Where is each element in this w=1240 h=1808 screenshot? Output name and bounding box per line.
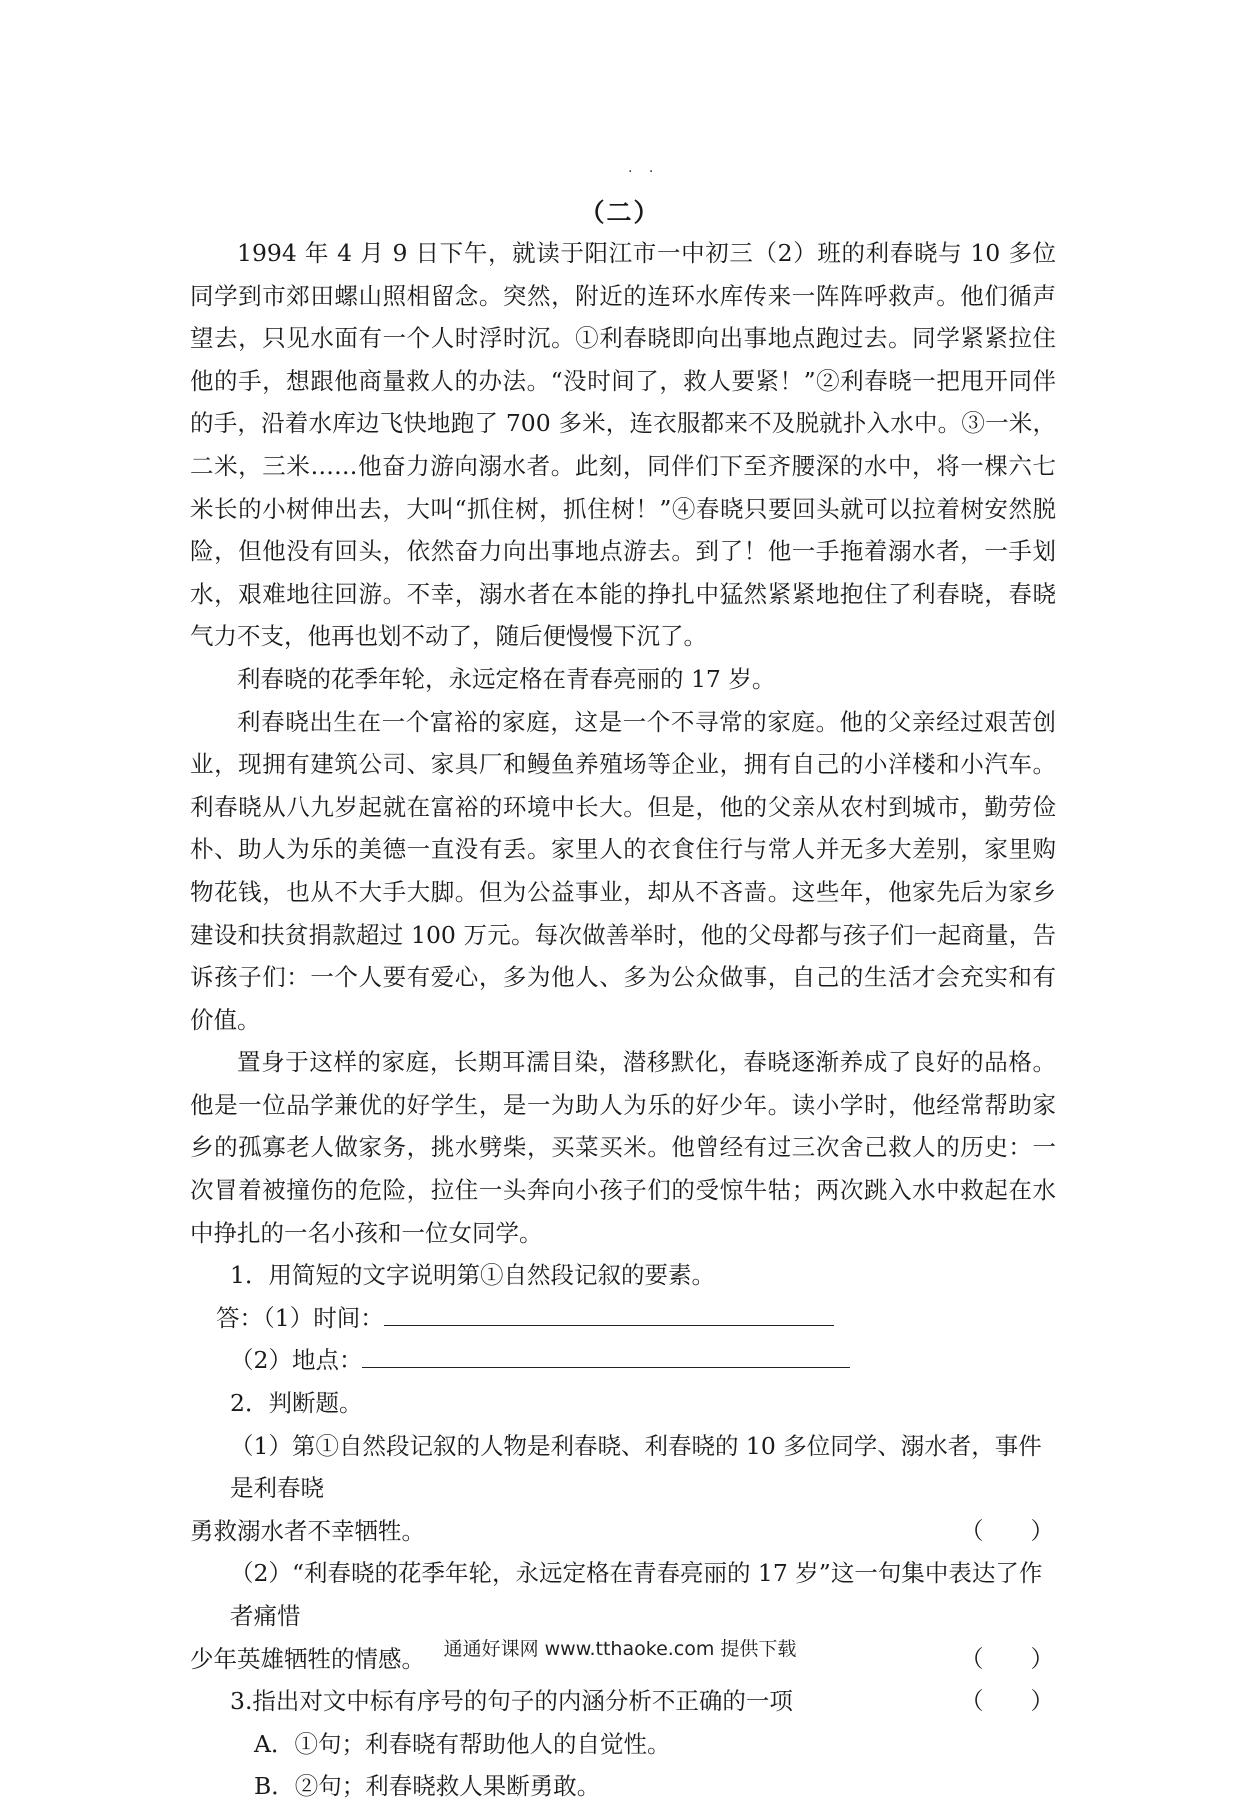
- question-2-1-line-2: 勇救溺水者不幸牺牲。: [190, 1516, 425, 1545]
- passage-paragraph-4: 置身于这样的家庭，长期耳濡目染，潜移默化，春晓逐渐养成了良好的品格。他是一位品学兼优的好学生，是一为助人为乐的好少年。读小学时，他经常帮助家乡的孤寡老人做家务，挑水劈柴，买菜买米。他曾经有过三次舍己救人的历史：一次冒着被撞伤的危险，拉住一头奔向小孩子们的受惊牛牯；两次跳入水中救起在水中挣扎的一名小孩和一位女同学。: [190, 1048, 1056, 1247]
- option-a: A．①句；利春晓有帮助他人的自觉性。: [254, 1729, 671, 1758]
- passage-paragraph-3: 利春晓出生在一个富裕的家庭，这是一个不寻常的家庭。他的父亲经过艰苦创业，现拥有建筑公司、家具厂和鳗鱼养殖场等企业，拥有自己的小洋楼和小汽车。利春晓从八九岁起就在富裕的环境中长大。但是，他的父亲从农村到城市，勤劳俭朴、助人为乐的美德一直没有丢。家里人的衣食住行与常人并无多大差别，家里购物花钱，也从不大手大脚。但为公益事业，却从不吝啬。这些年，他家先后为家乡建设和扶贫捐款超过 100 万元。每次做善举时，他的父母都与孩子们一起商量，告诉孩子们：一个人要有爱心，多为他人、多为公众做事，自己的生活才会充实和有价值。: [190, 707, 1056, 1034]
- question-2: 2．判断题。: [230, 1389, 363, 1418]
- answer-line-time[interactable]: [384, 1321, 834, 1326]
- footer-download-note: 通通好课网 www.tthaoke.com 提供下载: [443, 1638, 797, 1660]
- section-title: （二）: [579, 198, 661, 227]
- question-2-2-line-2: 少年英雄牺牲的情感。: [190, 1644, 425, 1673]
- document-body: [190, 232, 1056, 1808]
- question-2-1-line-1: （1）第①自然段记叙的人物是利春晓、利春晓的 10 多位同学、溺水者，事件是利春晓: [230, 1431, 1042, 1503]
- passage-paragraph-2: 利春晓的花季年轮，永远定格在青春亮丽的 17 岁。: [237, 664, 776, 693]
- question-1-time-label: 答：（1）时间：: [216, 1303, 384, 1332]
- question-3-row: [190, 1680, 1056, 1723]
- question-1: 1．用简短的文字说明第①自然段记叙的要素。: [230, 1261, 715, 1290]
- question-1-place-row: [190, 1339, 1056, 1382]
- question-3: 3.指出对文中标有序号的句子的内涵分析不正确的一项: [230, 1687, 793, 1716]
- answer-bracket-2-2[interactable]: （ ）: [960, 1644, 1054, 1673]
- question-1-place-label: （2）地点：: [230, 1346, 363, 1375]
- answer-line-place[interactable]: [362, 1363, 850, 1368]
- passage-paragraph-1: 1994 年 4 月 9 日下午，就读于阳江市一中初三（2）班的利春晓与 10 多位同学到市郊田螺山照相留念。突然，附近的连环水库传来一阵阵呼救声。他们循声望去，只见水面有一个人时浮时沉。①利春晓即向出事地点跑过去。同学紧紧拉住他的手，想跟他商量救人的办法。“没时间了，救人要紧！”②利春晓一把甩开同伴的手，沿着水库边飞快地跑了 700 多米，连衣服都来不及脱就扑入水中。③一米，二米，三米……他奋力游向溺水者。此刻，同伴们下至齐腰深的水中，将一棵六七米长的小树伸出去，大叫“抓住树，抓住树！”④春晓只要回头就可以拉着树安然脱险，但他没有回头，依然奋力向出事地点游去。到了！他一手拖着溺水者，一手划水，艰难地往回游。不幸，溺水者在本能的挣扎中猛然紧紧地抱住了利春晓，春晓气力不支，他再也划不动了，随后便慢慢下沉了。: [190, 239, 1056, 651]
- question-1-time-row: [190, 1297, 1056, 1340]
- question-2-1-line-2-row: [190, 1510, 1056, 1553]
- answer-bracket-3[interactable]: （ ）: [960, 1687, 1054, 1716]
- question-2-2-line-1: （2）“利春晓的花季年轮，永远定格在青春亮丽的 17 岁”这一句集中表达了作者痛惜: [230, 1559, 1043, 1630]
- header-dots: . .: [628, 160, 660, 176]
- answer-bracket-2-1[interactable]: （ ）: [960, 1516, 1054, 1545]
- option-b: B．②句；利春晓救人果断勇敢。: [254, 1772, 601, 1801]
